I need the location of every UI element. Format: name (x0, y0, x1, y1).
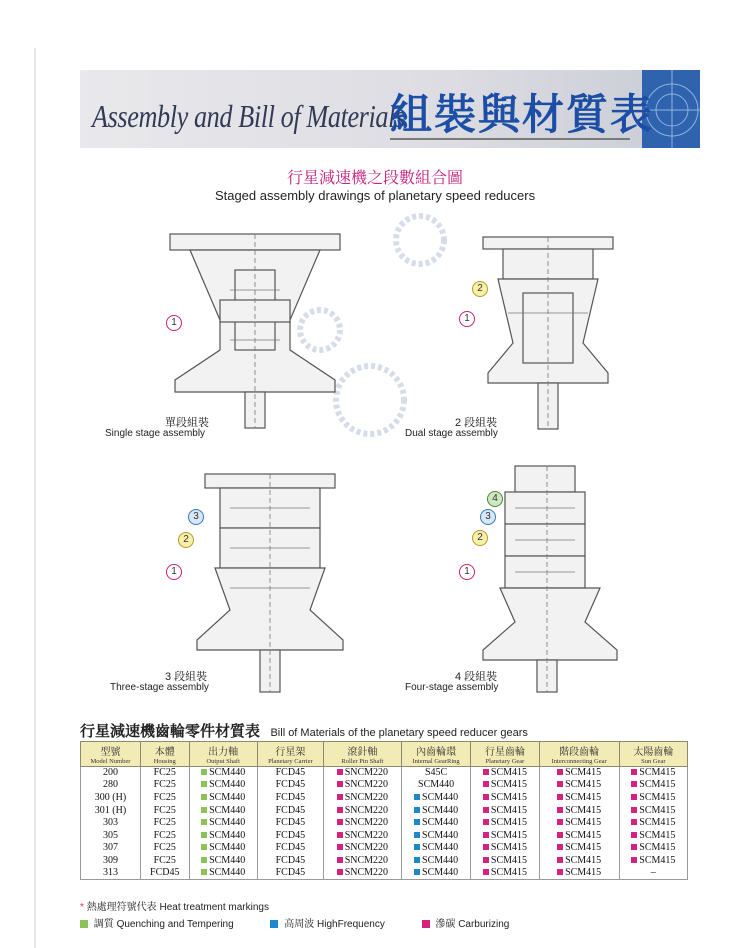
cell-value: SCM440 (422, 804, 459, 816)
cell-value: SCM415 (565, 804, 602, 816)
cell-value: SCM440 (422, 829, 459, 841)
callout-stage-3: 3 (188, 509, 204, 525)
col-header-internal-gear-ring: 內齒輪環 Internal GearRing (401, 742, 471, 767)
treatment-marker (483, 769, 489, 775)
cell-value: FCD45 (275, 817, 306, 829)
cell-housing (140, 767, 189, 780)
legend-label-en: Carburizing (458, 919, 510, 930)
cell-value: SNCM220 (344, 842, 389, 854)
legend-label-zh: 高周波 (284, 919, 315, 930)
treatment-marker (337, 869, 343, 875)
col-header-interconnecting-gear: 階段齒輪 Interconnecting Gear (539, 742, 619, 767)
caption-en-four: Four-stage assembly (405, 682, 499, 693)
cell-value: FCD45 (275, 867, 306, 879)
cell-value: FCD45 (275, 842, 306, 854)
caption-en-single: Single stage assembly (105, 428, 206, 439)
treatment-marker (414, 857, 420, 863)
cell-planetary-gear (471, 817, 539, 830)
cell-value: – (650, 867, 656, 879)
cell-value: SCM415 (639, 767, 676, 779)
cell-roller-pin-shaft (323, 867, 401, 880)
cell-value: FCD45 (275, 779, 306, 791)
cell-value: SCM415 (565, 779, 602, 791)
callout-stage-2: 2 (472, 530, 488, 546)
treatment-marker (631, 819, 637, 825)
treatment-marker (201, 832, 207, 838)
table-row (81, 842, 688, 855)
cell-value: SCM415 (639, 854, 676, 866)
treatment-marker (201, 869, 207, 875)
cell-value: SNCM220 (344, 817, 389, 829)
cell-sun-gear (619, 792, 687, 805)
legend-label-zh: 滲碳 (435, 919, 456, 930)
header-banner (80, 70, 700, 148)
cell-planetary-carrier (257, 842, 323, 855)
cell-value: 303 (102, 817, 118, 829)
cell-model (81, 842, 141, 855)
cell-value: FCD45 (150, 867, 180, 879)
cell-planetary-carrier (257, 767, 323, 780)
cell-internal-gear-ring (401, 792, 471, 805)
cell-planetary-gear (471, 842, 539, 855)
treatment-marker (414, 807, 420, 813)
cell-value: SCM440 (209, 767, 246, 779)
treatment-marker (631, 769, 637, 775)
cell-interconnecting-gear (539, 817, 619, 830)
table-row (81, 829, 688, 842)
cell-output-shaft (189, 867, 257, 880)
treatment-marker (201, 769, 207, 775)
treatment-marker (337, 819, 343, 825)
cell-interconnecting-gear (539, 792, 619, 805)
cell-planetary-gear (471, 855, 539, 868)
treatment-marker (483, 819, 489, 825)
title-underline (390, 138, 630, 140)
table-row (81, 804, 688, 817)
treatment-marker (414, 794, 420, 800)
treatment-marker (557, 819, 563, 825)
treatment-marker (557, 794, 563, 800)
cell-roller-pin-shaft (323, 855, 401, 868)
cell-value: FCD45 (275, 791, 306, 803)
cell-planetary-carrier (257, 855, 323, 868)
treatment-marker (483, 869, 489, 875)
treatment-marker (631, 857, 637, 863)
treatment-marker (631, 832, 637, 838)
cell-interconnecting-gear (539, 804, 619, 817)
cell-value: SCM415 (490, 867, 528, 879)
cell-value: SCM415 (490, 767, 528, 779)
cell-value: 305 (102, 829, 118, 841)
cell-planetary-gear (471, 779, 539, 792)
note-en: Heat treatment markings (159, 902, 269, 913)
cell-value: SCM415 (490, 779, 528, 791)
treatment-marker (631, 781, 637, 787)
cell-sun-gear (619, 779, 687, 792)
cell-housing (140, 855, 189, 868)
cell-value: SNCM220 (344, 854, 389, 866)
treatment-marker (483, 807, 489, 813)
table-row (81, 792, 688, 805)
treatment-marker (557, 857, 563, 863)
cell-internal-gear-ring (401, 817, 471, 830)
cell-value: FCD45 (275, 854, 306, 866)
cell-value: FC25 (153, 804, 176, 816)
callout-stage-1: 1 (166, 315, 182, 331)
cell-housing (140, 867, 189, 880)
caption-en-three: Three-stage assembly (110, 682, 209, 693)
cell-value: FC25 (153, 791, 176, 803)
treatment-marker (201, 781, 207, 787)
cell-value: 309 (102, 854, 118, 866)
table-title-zh: 行星減速機齒輪零件材質表 (80, 723, 261, 740)
quenching-swatch (80, 920, 88, 928)
cell-model (81, 829, 141, 842)
cell-interconnecting-gear (539, 842, 619, 855)
treatment-marker (201, 794, 207, 800)
cell-value: 301 (H) (94, 804, 127, 816)
callout-stage-2: 2 (178, 532, 194, 548)
cell-internal-gear-ring (401, 767, 471, 780)
callout-stage-2: 2 (472, 281, 488, 297)
cell-interconnecting-gear (539, 829, 619, 842)
legend-item-high-frequency (270, 919, 387, 930)
cell-model (81, 817, 141, 830)
treatment-marker (483, 794, 489, 800)
cell-value: SCM440 (422, 791, 459, 803)
cell-interconnecting-gear (539, 855, 619, 868)
table-row (81, 767, 688, 780)
cell-housing (140, 817, 189, 830)
cell-value: SCM440 (209, 829, 246, 841)
cell-sun-gear (619, 829, 687, 842)
col-header-model: 型號 Model Number (81, 742, 141, 767)
bom-table (80, 741, 688, 880)
cell-interconnecting-gear (539, 867, 619, 880)
cell-value: FC25 (153, 854, 176, 866)
cell-internal-gear-ring (401, 829, 471, 842)
cell-value: FC25 (153, 779, 176, 791)
cell-roller-pin-shaft (323, 817, 401, 830)
cell-value: SCM440 (209, 842, 246, 854)
col-header-planetary-gear: 行星齒輪 Planetary Gear (471, 742, 539, 767)
cell-value: SNCM220 (344, 767, 389, 779)
cell-value: FCD45 (275, 829, 306, 841)
cell-value: SCM440 (209, 817, 246, 829)
legend-label-en: Quenching and Tempering (116, 919, 234, 930)
cell-value: SNCM220 (344, 829, 389, 841)
treatment-marker (631, 807, 637, 813)
cell-housing (140, 842, 189, 855)
cell-planetary-carrier (257, 779, 323, 792)
cell-output-shaft (189, 842, 257, 855)
cell-planetary-gear (471, 804, 539, 817)
cell-model (81, 792, 141, 805)
table-row (81, 817, 688, 830)
cell-housing (140, 804, 189, 817)
cell-roller-pin-shaft (323, 779, 401, 792)
cell-value: SCM440 (209, 791, 246, 803)
table-row (81, 855, 688, 868)
legend-label-zh: 調質 (93, 919, 114, 930)
cell-roller-pin-shaft (323, 804, 401, 817)
treatment-marker (631, 844, 637, 850)
treatment-marker (483, 844, 489, 850)
page-title-zh: 組裝與材質表 (390, 91, 655, 138)
cell-sun-gear (619, 855, 687, 868)
cell-roller-pin-shaft (323, 829, 401, 842)
cell-planetary-gear (471, 792, 539, 805)
page-title-en: Assembly and Bill of Materials (92, 98, 405, 134)
treatment-marker (337, 857, 343, 863)
cell-planetary-carrier (257, 817, 323, 830)
single-stage-drawing (160, 230, 350, 430)
cell-housing (140, 792, 189, 805)
treatment-marker (201, 807, 207, 813)
callout-stage-1: 1 (459, 311, 475, 327)
treatment-marker (414, 832, 420, 838)
cell-value: SCM415 (490, 842, 528, 854)
callout-stage-1: 1 (166, 564, 182, 580)
treatment-marker (483, 857, 489, 863)
treatment-marker (483, 832, 489, 838)
cell-value: SNCM220 (344, 779, 389, 791)
cell-output-shaft (189, 767, 257, 780)
col-header-housing: 本體 Housing (140, 742, 189, 767)
cell-value: 280 (102, 779, 118, 791)
treatment-marker (201, 857, 207, 863)
col-header-sun-gear: 太陽齒輪 Sun Gear (619, 742, 687, 767)
treatment-marker (337, 832, 343, 838)
table-row (81, 867, 688, 880)
cell-internal-gear-ring (401, 842, 471, 855)
cell-output-shaft (189, 804, 257, 817)
callout-stage-3: 3 (480, 509, 496, 525)
cell-value: SCM440 (418, 779, 455, 791)
cell-value: SCM415 (639, 829, 676, 841)
treatment-marker (414, 844, 420, 850)
section-title-zh: 行星減速機之段數組合圖 (286, 170, 463, 187)
table-title (80, 720, 528, 741)
note-star: * (80, 902, 84, 913)
treatment-marker (414, 819, 420, 825)
callout-stage-4: 4 (487, 491, 503, 507)
treatment-marker (631, 794, 637, 800)
cell-value: SCM415 (490, 791, 528, 803)
treatment-marker (557, 832, 563, 838)
treatment-marker (414, 869, 420, 875)
treatment-marker (337, 807, 343, 813)
table-title-en: Bill of Materials of the planetary speed reducer gears (270, 727, 528, 739)
caption-zh-dual: 2 段組裝 (455, 417, 498, 429)
cell-planetary-gear (471, 867, 539, 880)
cell-value: 300 (H) (94, 791, 127, 803)
treatment-marker (483, 781, 489, 787)
cell-sun-gear (619, 842, 687, 855)
cell-value: SCM415 (639, 842, 676, 854)
cell-value: SNCM220 (344, 791, 389, 803)
cell-interconnecting-gear (539, 779, 619, 792)
cell-planetary-carrier (257, 829, 323, 842)
cell-sun-gear (619, 804, 687, 817)
treatment-marker (337, 769, 343, 775)
carburizing-swatch (422, 920, 430, 928)
cell-roller-pin-shaft (323, 842, 401, 855)
heat-treatment-legend (80, 915, 543, 930)
cell-value: SCM415 (565, 817, 602, 829)
treatment-marker (557, 869, 563, 875)
cell-value: SCM415 (639, 817, 676, 829)
cell-sun-gear (619, 767, 687, 780)
cell-value: 307 (102, 842, 118, 854)
cell-value: SCM415 (490, 829, 528, 841)
cell-value: SCM415 (565, 791, 602, 803)
cell-value: FC25 (153, 767, 176, 779)
section-title-en: Staged assembly drawings of planetary speed reducers (214, 188, 536, 203)
cell-value: SCM440 (422, 867, 459, 879)
cell-value: FC25 (153, 817, 176, 829)
cell-value: SCM415 (490, 854, 528, 866)
table-row (81, 779, 688, 792)
cell-output-shaft (189, 855, 257, 868)
cell-interconnecting-gear (539, 767, 619, 780)
treatment-marker (201, 844, 207, 850)
cell-value: SCM415 (565, 767, 602, 779)
caption-zh-three: 3 段組裝 (165, 671, 208, 683)
cell-value: SCM440 (209, 804, 246, 816)
cell-value: SCM415 (490, 817, 528, 829)
callout-stage-1: 1 (459, 564, 475, 580)
cell-value: SCM440 (209, 867, 246, 879)
cell-sun-gear (619, 817, 687, 830)
col-header-roller-pin-shaft: 滾針軸 Roller Pin Shaft (323, 742, 401, 767)
treatment-marker (557, 769, 563, 775)
caption-zh-four: 4 段組裝 (455, 671, 498, 683)
treatment-marker (201, 819, 207, 825)
cell-planetary-gear (471, 829, 539, 842)
cell-sun-gear (619, 867, 687, 880)
cell-roller-pin-shaft (323, 767, 401, 780)
cell-value: SCM415 (565, 867, 602, 879)
cell-value: 200 (102, 767, 118, 779)
three-stage-drawing (185, 470, 355, 695)
cell-value: SNCM220 (344, 867, 389, 879)
cell-value: SCM415 (639, 804, 676, 816)
cell-model (81, 867, 141, 880)
cell-value: SCM415 (565, 842, 602, 854)
cell-model (81, 779, 141, 792)
treatment-marker (557, 844, 563, 850)
legend-item-carburizing (422, 919, 510, 930)
treatment-marker (337, 781, 343, 787)
cell-output-shaft (189, 829, 257, 842)
cell-internal-gear-ring (401, 867, 471, 880)
cell-planetary-carrier (257, 804, 323, 817)
heat-treatment-note (80, 898, 269, 913)
high-frequency-swatch (270, 920, 278, 928)
cell-internal-gear-ring (401, 855, 471, 868)
cell-value: FCD45 (275, 804, 306, 816)
cell-roller-pin-shaft (323, 792, 401, 805)
dual-stage-drawing (478, 233, 618, 433)
col-header-output-shaft: 出力軸 Output Shaft (189, 742, 257, 767)
cell-value: SCM440 (422, 817, 459, 829)
caption-en-dual: Dual stage assembly (405, 428, 498, 439)
cell-value: SNCM220 (344, 804, 389, 816)
treatment-marker (557, 807, 563, 813)
cell-housing (140, 779, 189, 792)
cell-value: FCD45 (275, 767, 306, 779)
cell-value: SCM415 (639, 791, 676, 803)
cell-internal-gear-ring (401, 779, 471, 792)
note-zh: 熱處理符號代表 (86, 902, 157, 913)
treatment-marker (337, 844, 343, 850)
cell-planetary-carrier (257, 867, 323, 880)
cell-value: FC25 (153, 829, 176, 841)
cell-value: 313 (102, 867, 118, 879)
caption-zh-single: 單段組裝 (165, 417, 209, 429)
cell-value: SCM440 (209, 779, 246, 791)
cell-planetary-gear (471, 767, 539, 780)
cell-value: SCM415 (565, 854, 602, 866)
legend-label-en: HighFrequency (317, 919, 385, 930)
cell-output-shaft (189, 817, 257, 830)
table-header-row (81, 742, 688, 767)
cell-value: SCM415 (565, 829, 602, 841)
cell-model (81, 855, 141, 868)
cell-value: FC25 (153, 842, 176, 854)
cell-value: SCM415 (490, 804, 528, 816)
treatment-marker (337, 794, 343, 800)
cell-internal-gear-ring (401, 804, 471, 817)
cell-value: S45C (424, 767, 448, 779)
cell-model (81, 767, 141, 780)
cell-planetary-carrier (257, 792, 323, 805)
cell-value: SCM440 (422, 842, 459, 854)
cell-output-shaft (189, 792, 257, 805)
treatment-marker (557, 781, 563, 787)
cell-value: SCM415 (639, 779, 676, 791)
cell-output-shaft (189, 779, 257, 792)
col-header-planetary-carrier: 行星架 Planetary Carrier (257, 742, 323, 767)
legend-item-quenching (80, 919, 236, 930)
cell-value: SCM440 (422, 854, 459, 866)
cell-model (81, 804, 141, 817)
cell-housing (140, 829, 189, 842)
cell-value: SCM440 (209, 854, 246, 866)
